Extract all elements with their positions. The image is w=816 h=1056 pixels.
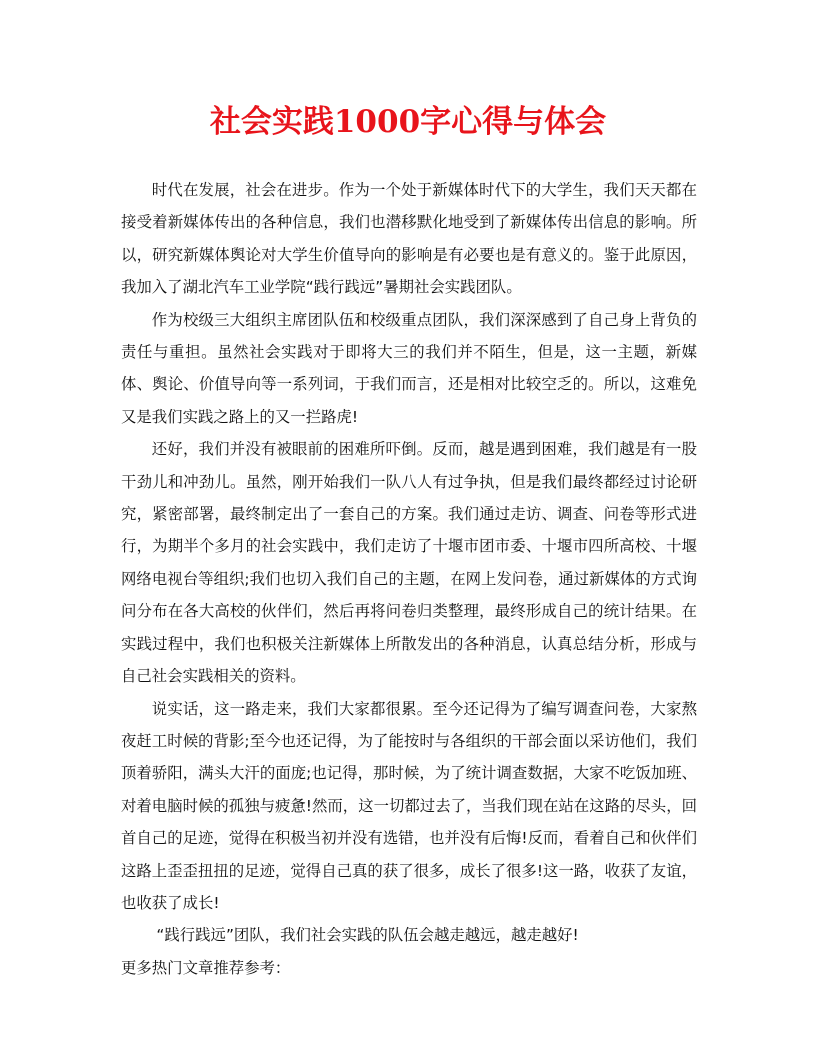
document-body — [121, 174, 697, 984]
document-title: 社会实践1000字心得与体会 — [209, 104, 607, 140]
paragraph-5: “践行践远”团队，我们社会实践的队伍会越走越远，越走越好! — [156, 926, 579, 945]
paragraph-4: 说实话，这一路走来，我们大家都很累。至今还记得为了编写调查问卷，大家熬夜赶工时候的背影;至今也还记得，为了能按时与各组织的干部会面以采访他们，我们顶着骄阳，满头大汗的面庞;也记得，那时候，为了统计调查数据，大家不吃饭加班、对着电脑时候的孤独与疲惫!然而，这一切都过去了，当我们现在站在这路的尽头，回首自己的足迹，觉得在积极当初并没有选错，也并没有后悔!反而，看着自己和伙伴们这路上歪歪扭扭的足迹，觉得自己真的获了很多，成长了很多!这一路，收获了友谊，也收获了成长! — [121, 699, 697, 912]
paragraph-1: 时代在发展，社会在进步。作为一个处于新媒体时代下的大学生，我们天天都在接受着新媒体传出的各种信息，我们也潜移默化地受到了新媒体传出信息的影响。所以，研究新媒体舆论对大学生价值导向的影响是有必要也是有意义的。鉴于此原因，我加入了湖北汽车工业学院“践行践远”暑期社会实践团队。 — [121, 181, 697, 297]
paragraph-3: 还好，我们并没有被眼前的困难所吓倒。反而，越是遇到困难，我们越是有一股干劲儿和冲劲儿。虽然，刚开始我们一队八人有过争执，但是我们最终都经过讨论研究，紧密部署，最终制定出了一套自己的方案。我们通过走访、调查、问卷等形式进行，为期半个多月的社会实践中，我们走访了十堰市团市委、十堰市四所高校、十堰网络电视台等组织;我们也切入我们自己的主题，在网上发问卷，通过新媒体的方式询问分布在各大高校的伙伴们，然后再将问卷归类整理，最终形成自己的统计结果。在实践过程中，我们也积极关注新媒体上所散发出的各种消息，认真总结分析，形成与自己社会实践相关的资料。 — [121, 440, 697, 686]
recommendation-line: 更多热门文章推荐参考： — [121, 958, 291, 977]
paragraph-2: 作为校级三大组织主席团队伍和校级重点团队，我们深深感到了自己身上背负的责任与重担。虽然社会实践对于即将大三的我们并不陌生，但是，这一主题，新媒体、舆论、价值导向等一系列词，于我们而言，还是相对比较空乏的。所以，这难免又是我们实践之路上的又一拦路虎! — [121, 310, 697, 426]
